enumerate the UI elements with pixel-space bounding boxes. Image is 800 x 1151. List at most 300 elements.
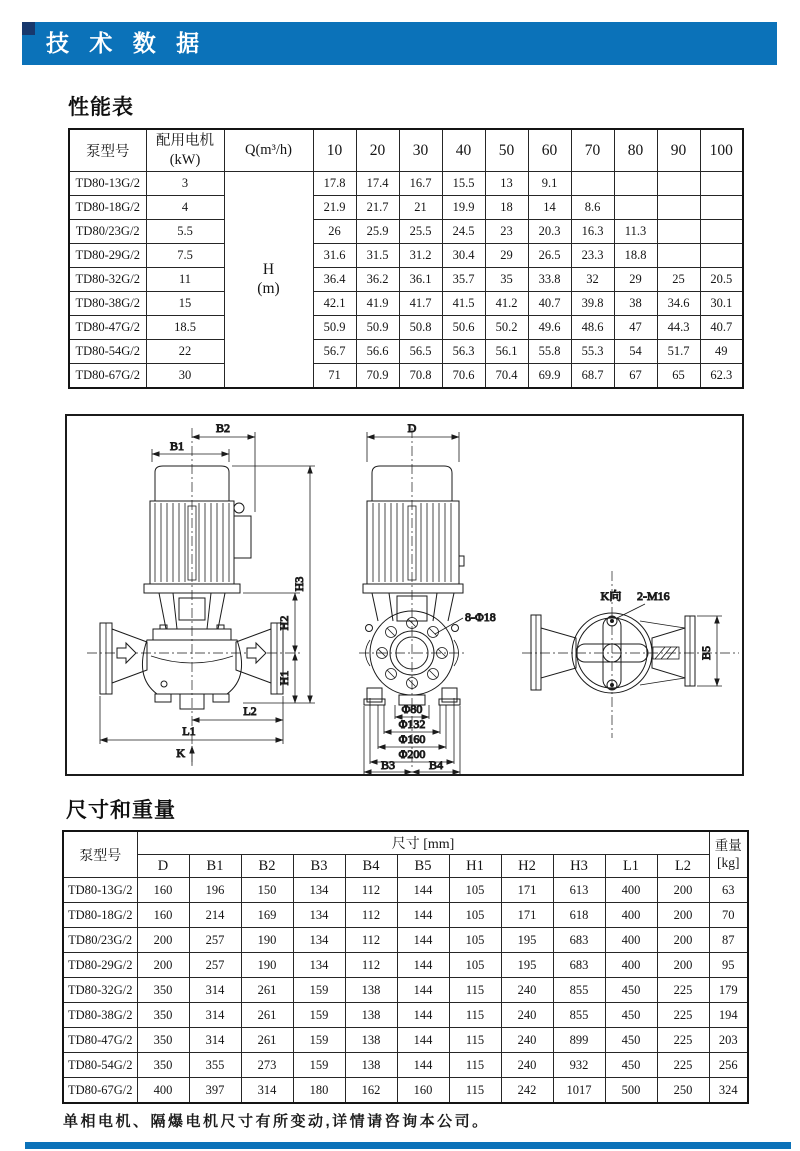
size-value-cell: 160 bbox=[137, 903, 189, 928]
size-value-cell: 355 bbox=[189, 1053, 241, 1078]
motor-power-cell: 11 bbox=[146, 268, 224, 292]
size-value-cell: 257 bbox=[189, 928, 241, 953]
size-value-cell: 112 bbox=[345, 928, 397, 953]
size-value-cell: 257 bbox=[189, 953, 241, 978]
dimensions-row bbox=[63, 953, 748, 978]
size-value-cell: 683 bbox=[553, 953, 605, 978]
size-value-cell: 144 bbox=[397, 1003, 449, 1028]
motor-power-cell: 4 bbox=[146, 196, 224, 220]
head-value-cell: 36.1 bbox=[399, 268, 442, 292]
weight-value-cell: 95 bbox=[709, 953, 748, 978]
dim-label-d200: Φ200 bbox=[398, 747, 426, 761]
size-value-cell: 240 bbox=[501, 978, 553, 1003]
head-value-cell: 23.3 bbox=[571, 244, 614, 268]
pump-model-cell: TD80-38G/2 bbox=[69, 292, 146, 316]
head-value-cell: 17.8 bbox=[313, 172, 356, 196]
size-value-cell: 112 bbox=[345, 903, 397, 928]
performance-row bbox=[69, 196, 743, 220]
size-value-cell: 144 bbox=[397, 1053, 449, 1078]
head-value-cell: 21 bbox=[399, 196, 442, 220]
size-value-cell: 400 bbox=[605, 878, 657, 903]
flow-col-header: 10 bbox=[313, 129, 356, 172]
dim-label-b2: B2 bbox=[215, 421, 231, 435]
col-header-flow: Q(m³/h) bbox=[224, 129, 313, 172]
head-value-cell: 41.5 bbox=[442, 292, 485, 316]
head-value-cell: 49.6 bbox=[528, 316, 571, 340]
pump-model-cell: TD80-47G/2 bbox=[63, 1028, 137, 1053]
flow-col-header: 90 bbox=[657, 129, 700, 172]
size-value-cell: 225 bbox=[657, 978, 709, 1003]
size-value-cell: 240 bbox=[501, 1028, 553, 1053]
dimensions-heading: 尺寸和重量 bbox=[66, 799, 176, 822]
head-value-cell: 35.7 bbox=[442, 268, 485, 292]
size-value-cell: 314 bbox=[189, 1003, 241, 1028]
pump-model-cell: TD80-13G/2 bbox=[69, 172, 146, 196]
size-value-cell: 112 bbox=[345, 878, 397, 903]
size-value-cell: 350 bbox=[137, 1028, 189, 1053]
size-value-cell: 450 bbox=[605, 1003, 657, 1028]
dim-label-h2: H2 bbox=[277, 615, 291, 631]
performance-row bbox=[69, 244, 743, 268]
head-value-cell: 41.2 bbox=[485, 292, 528, 316]
size-col-header: L2 bbox=[657, 855, 709, 878]
head-value-cell: 40.7 bbox=[528, 292, 571, 316]
size-value-cell: 314 bbox=[189, 1028, 241, 1053]
size-col-header: H2 bbox=[501, 855, 553, 878]
head-value-cell: 47 bbox=[614, 316, 657, 340]
pump-model-cell: TD80-29G/2 bbox=[69, 244, 146, 268]
head-value-cell: 42.1 bbox=[313, 292, 356, 316]
pump-model-cell: TD80-54G/2 bbox=[63, 1053, 137, 1078]
head-value-cell: 9.1 bbox=[528, 172, 571, 196]
head-value-cell: 50.6 bbox=[442, 316, 485, 340]
size-value-cell: 242 bbox=[501, 1078, 553, 1104]
pump-model-cell: TD80-54G/2 bbox=[69, 340, 146, 364]
head-value-cell: 65 bbox=[657, 364, 700, 389]
size-value-cell: 112 bbox=[345, 953, 397, 978]
head-value-cell: 21.7 bbox=[356, 196, 399, 220]
pump-drawing-svg bbox=[67, 416, 742, 774]
flow-col-header: 70 bbox=[571, 129, 614, 172]
size-value-cell: 105 bbox=[449, 903, 501, 928]
pump-dimension-drawing bbox=[65, 414, 744, 776]
size-value-cell: 180 bbox=[293, 1078, 345, 1104]
head-value-cell: 8.6 bbox=[571, 196, 614, 220]
weight-value-cell: 179 bbox=[709, 978, 748, 1003]
performance-row bbox=[69, 268, 743, 292]
head-value-cell: 70.8 bbox=[399, 364, 442, 389]
head-value-cell: 41.9 bbox=[356, 292, 399, 316]
size-value-cell: 400 bbox=[137, 1078, 189, 1104]
head-value-cell: 70.6 bbox=[442, 364, 485, 389]
head-value-cell: 20.3 bbox=[528, 220, 571, 244]
size-value-cell: 200 bbox=[657, 953, 709, 978]
head-value-cell: 69.9 bbox=[528, 364, 571, 389]
size-value-cell: 134 bbox=[293, 953, 345, 978]
size-value-cell: 400 bbox=[605, 953, 657, 978]
flow-col-header: 40 bbox=[442, 129, 485, 172]
head-value-cell: 56.3 bbox=[442, 340, 485, 364]
head-value-cell: 70.4 bbox=[485, 364, 528, 389]
size-value-cell: 144 bbox=[397, 978, 449, 1003]
size-value-cell: 350 bbox=[137, 978, 189, 1003]
size-value-cell: 261 bbox=[241, 978, 293, 1003]
size-value-cell: 171 bbox=[501, 878, 553, 903]
size-value-cell: 134 bbox=[293, 928, 345, 953]
dimensions-row bbox=[63, 1003, 748, 1028]
col-header-pump-model: 泵型号 bbox=[69, 129, 146, 172]
dimensions-table bbox=[62, 830, 749, 1104]
head-value-cell: 13 bbox=[485, 172, 528, 196]
size-value-cell: 159 bbox=[293, 1053, 345, 1078]
size-value-cell: 169 bbox=[241, 903, 293, 928]
dim-label-b1: B1 bbox=[169, 439, 185, 453]
head-value-cell: 19.9 bbox=[442, 196, 485, 220]
flow-col-header: 100 bbox=[700, 129, 743, 172]
head-value-cell: 15.5 bbox=[442, 172, 485, 196]
dim-label-l1: L1 bbox=[182, 724, 196, 738]
head-unit-cell bbox=[224, 172, 313, 389]
size-value-cell: 159 bbox=[293, 1028, 345, 1053]
bolt-note-8-d18: 8-Φ18 bbox=[465, 610, 496, 624]
motor-power-label-line2: (kW) bbox=[169, 151, 201, 168]
head-value-cell: 55.3 bbox=[571, 340, 614, 364]
size-value-cell: 214 bbox=[189, 903, 241, 928]
head-value-cell: 35 bbox=[485, 268, 528, 292]
size-value-cell: 225 bbox=[657, 1003, 709, 1028]
performance-row bbox=[69, 364, 743, 389]
size-col-header: B1 bbox=[189, 855, 241, 878]
size-value-cell: 855 bbox=[553, 1003, 605, 1028]
size-value-cell: 261 bbox=[241, 1003, 293, 1028]
size-value-cell: 144 bbox=[397, 953, 449, 978]
head-value-cell: 16.3 bbox=[571, 220, 614, 244]
head-value-cell bbox=[700, 244, 743, 268]
size-value-cell: 314 bbox=[241, 1078, 293, 1104]
head-value-cell: 32 bbox=[571, 268, 614, 292]
flow-col-header: 80 bbox=[614, 129, 657, 172]
size-col-header: H1 bbox=[449, 855, 501, 878]
dims-size-header-row bbox=[63, 855, 748, 878]
size-value-cell: 115 bbox=[449, 978, 501, 1003]
head-value-cell: 25.9 bbox=[356, 220, 399, 244]
head-value-cell bbox=[571, 172, 614, 196]
head-value-cell bbox=[700, 220, 743, 244]
section-banner bbox=[22, 22, 777, 65]
size-value-cell: 314 bbox=[189, 978, 241, 1003]
size-value-cell: 160 bbox=[397, 1078, 449, 1104]
size-value-cell: 190 bbox=[241, 928, 293, 953]
head-value-cell: 18 bbox=[485, 196, 528, 220]
head-value-cell bbox=[657, 172, 700, 196]
size-value-cell: 450 bbox=[605, 1053, 657, 1078]
size-value-cell: 144 bbox=[397, 878, 449, 903]
performance-row bbox=[69, 340, 743, 364]
pump-model-cell: TD80-32G/2 bbox=[69, 268, 146, 292]
size-value-cell: 450 bbox=[605, 1028, 657, 1053]
weight-value-cell: 194 bbox=[709, 1003, 748, 1028]
performance-row bbox=[69, 292, 743, 316]
size-value-cell: 159 bbox=[293, 1003, 345, 1028]
head-value-cell: 17.4 bbox=[356, 172, 399, 196]
size-col-header: B2 bbox=[241, 855, 293, 878]
head-value-cell bbox=[700, 172, 743, 196]
head-value-cell: 31.6 bbox=[313, 244, 356, 268]
dimensions-row bbox=[63, 1053, 748, 1078]
head-value-cell: 50.2 bbox=[485, 316, 528, 340]
dim-label-d160: Φ160 bbox=[398, 732, 426, 746]
head-value-cell: 16.7 bbox=[399, 172, 442, 196]
head-value-cell: 24.5 bbox=[442, 220, 485, 244]
size-value-cell: 200 bbox=[137, 953, 189, 978]
head-value-cell: 18.8 bbox=[614, 244, 657, 268]
size-value-cell: 138 bbox=[345, 1028, 397, 1053]
head-value-cell: 36.4 bbox=[313, 268, 356, 292]
size-value-cell: 138 bbox=[345, 1053, 397, 1078]
dimensions-table-body bbox=[63, 878, 748, 1104]
head-value-cell: 50.9 bbox=[313, 316, 356, 340]
bottom-accent-bar bbox=[25, 1142, 791, 1149]
head-value-cell: 70.9 bbox=[356, 364, 399, 389]
head-value-cell: 41.7 bbox=[399, 292, 442, 316]
dim-label-b4: B4 bbox=[428, 758, 444, 772]
size-value-cell: 350 bbox=[137, 1053, 189, 1078]
size-value-cell: 196 bbox=[189, 878, 241, 903]
head-value-cell: 56.5 bbox=[399, 340, 442, 364]
performance-table-body bbox=[69, 172, 743, 389]
pump-model-cell: TD80-67G/2 bbox=[69, 364, 146, 389]
performance-table bbox=[68, 128, 744, 389]
head-value-cell: 51.7 bbox=[657, 340, 700, 364]
head-value-cell bbox=[614, 172, 657, 196]
k-view-label: K向 bbox=[600, 589, 622, 603]
head-value-cell: 49 bbox=[700, 340, 743, 364]
dimensions-row bbox=[63, 928, 748, 953]
head-value-cell: 25.5 bbox=[399, 220, 442, 244]
dim-label-k: K bbox=[176, 746, 185, 760]
pump-model-cell: TD80-18G/2 bbox=[69, 196, 146, 220]
pump-model-cell: TD80-18G/2 bbox=[63, 903, 137, 928]
size-value-cell: 500 bbox=[605, 1078, 657, 1104]
pump-model-cell: TD80-32G/2 bbox=[63, 978, 137, 1003]
size-value-cell: 115 bbox=[449, 1003, 501, 1028]
motor-power-cell: 15 bbox=[146, 292, 224, 316]
dim-label-b3: B3 bbox=[380, 758, 396, 772]
head-value-cell: 38 bbox=[614, 292, 657, 316]
size-value-cell: 200 bbox=[137, 928, 189, 953]
pump-model-cell: TD80-13G/2 bbox=[63, 878, 137, 903]
head-value-cell: 68.7 bbox=[571, 364, 614, 389]
dims-col-header-weight bbox=[709, 831, 748, 878]
size-value-cell: 397 bbox=[189, 1078, 241, 1104]
dim-label-h3: H3 bbox=[292, 576, 306, 592]
motor-power-cell: 30 bbox=[146, 364, 224, 389]
size-value-cell: 613 bbox=[553, 878, 605, 903]
pump-top-view bbox=[522, 571, 739, 738]
pump-model-cell: TD80-67G/2 bbox=[63, 1078, 137, 1104]
weight-value-cell: 324 bbox=[709, 1078, 748, 1104]
col-header-motor-power bbox=[146, 129, 224, 172]
size-value-cell: 618 bbox=[553, 903, 605, 928]
performance-row bbox=[69, 316, 743, 340]
dim-label-h1: H1 bbox=[277, 670, 291, 686]
flow-col-header: 60 bbox=[528, 129, 571, 172]
head-value-cell: 39.8 bbox=[571, 292, 614, 316]
head-value-cell: 29 bbox=[614, 268, 657, 292]
motor-power-cell: 5.5 bbox=[146, 220, 224, 244]
performance-row bbox=[69, 220, 743, 244]
head-value-cell: 26 bbox=[313, 220, 356, 244]
head-value-cell: 23 bbox=[485, 220, 528, 244]
dim-label-l2: L2 bbox=[243, 704, 257, 718]
head-value-cell: 44.3 bbox=[657, 316, 700, 340]
head-value-cell: 14 bbox=[528, 196, 571, 220]
dimensions-row bbox=[63, 978, 748, 1003]
size-value-cell: 134 bbox=[293, 878, 345, 903]
head-value-cell bbox=[700, 196, 743, 220]
motor-power-cell: 7.5 bbox=[146, 244, 224, 268]
dimensions-row bbox=[63, 903, 748, 928]
size-value-cell: 225 bbox=[657, 1053, 709, 1078]
head-unit-line2: (m) bbox=[257, 279, 280, 297]
dims-header-row-1 bbox=[63, 831, 748, 855]
pump-model-cell: TD80/23G/2 bbox=[63, 928, 137, 953]
size-value-cell: 144 bbox=[397, 928, 449, 953]
dim-label-d132: Φ132 bbox=[398, 717, 426, 731]
size-value-cell: 144 bbox=[397, 903, 449, 928]
footer-note: 单相电机、隔爆电机尺寸有所变动,详情请咨询本公司。 bbox=[63, 1113, 490, 1130]
head-value-cell: 30.4 bbox=[442, 244, 485, 268]
size-value-cell: 171 bbox=[501, 903, 553, 928]
motor-power-cell: 22 bbox=[146, 340, 224, 364]
head-value-cell: 40.7 bbox=[700, 316, 743, 340]
head-value-cell: 55.8 bbox=[528, 340, 571, 364]
dims-col-header-pump-model: 泵型号 bbox=[63, 831, 137, 878]
size-col-header: D bbox=[137, 855, 189, 878]
head-value-cell: 21.9 bbox=[313, 196, 356, 220]
pump-model-cell: TD80-29G/2 bbox=[63, 953, 137, 978]
head-value-cell: 29 bbox=[485, 244, 528, 268]
motor-power-cell: 3 bbox=[146, 172, 224, 196]
size-value-cell: 115 bbox=[449, 1053, 501, 1078]
head-value-cell: 56.6 bbox=[356, 340, 399, 364]
size-col-header: B5 bbox=[397, 855, 449, 878]
weight-value-cell: 70 bbox=[709, 903, 748, 928]
head-value-cell: 31.5 bbox=[356, 244, 399, 268]
weight-value-cell: 63 bbox=[709, 878, 748, 903]
size-value-cell: 400 bbox=[605, 928, 657, 953]
head-value-cell bbox=[657, 196, 700, 220]
weight-value-cell: 203 bbox=[709, 1028, 748, 1053]
head-value-cell: 62.3 bbox=[700, 364, 743, 389]
size-value-cell: 160 bbox=[137, 878, 189, 903]
head-value-cell: 67 bbox=[614, 364, 657, 389]
head-value-cell: 34.6 bbox=[657, 292, 700, 316]
size-value-cell: 195 bbox=[501, 928, 553, 953]
head-value-cell: 56.7 bbox=[313, 340, 356, 364]
size-value-cell: 200 bbox=[657, 903, 709, 928]
size-value-cell: 138 bbox=[345, 978, 397, 1003]
size-value-cell: 138 bbox=[345, 1003, 397, 1028]
head-value-cell: 56.1 bbox=[485, 340, 528, 364]
size-value-cell: 250 bbox=[657, 1078, 709, 1104]
head-value-cell: 50.9 bbox=[356, 316, 399, 340]
size-value-cell: 144 bbox=[397, 1028, 449, 1053]
head-value-cell: 30.1 bbox=[700, 292, 743, 316]
dims-col-header-size-group: 尺寸 [mm] bbox=[137, 831, 709, 855]
dim-label-d80: Φ80 bbox=[401, 702, 423, 716]
performance-row bbox=[69, 172, 743, 196]
bolt-note-2-m16: 2-M16 bbox=[637, 589, 670, 603]
size-value-cell: 134 bbox=[293, 903, 345, 928]
size-value-cell: 400 bbox=[605, 903, 657, 928]
size-value-cell: 855 bbox=[553, 978, 605, 1003]
size-value-cell: 105 bbox=[449, 878, 501, 903]
size-value-cell: 159 bbox=[293, 978, 345, 1003]
banner-corner-square bbox=[22, 22, 35, 35]
head-value-cell: 31.2 bbox=[399, 244, 442, 268]
head-value-cell: 36.2 bbox=[356, 268, 399, 292]
size-value-cell: 450 bbox=[605, 978, 657, 1003]
size-value-cell: 273 bbox=[241, 1053, 293, 1078]
performance-heading: 性能表 bbox=[68, 96, 134, 119]
size-value-cell: 200 bbox=[657, 928, 709, 953]
head-unit-line1: H bbox=[262, 260, 275, 278]
size-value-cell: 200 bbox=[657, 878, 709, 903]
pump-model-cell: TD80-38G/2 bbox=[63, 1003, 137, 1028]
size-value-cell: 899 bbox=[553, 1028, 605, 1053]
flow-col-header: 30 bbox=[399, 129, 442, 172]
weight-label-line1: 重量 bbox=[714, 838, 742, 854]
size-value-cell: 105 bbox=[449, 928, 501, 953]
weight-label-line2: [kg] bbox=[717, 854, 740, 870]
dim-label-d: D bbox=[407, 421, 417, 435]
size-value-cell: 105 bbox=[449, 953, 501, 978]
head-value-cell: 71 bbox=[313, 364, 356, 389]
flow-col-header: 50 bbox=[485, 129, 528, 172]
size-value-cell: 195 bbox=[501, 953, 553, 978]
size-col-header: H3 bbox=[553, 855, 605, 878]
size-value-cell: 350 bbox=[137, 1003, 189, 1028]
pump-model-cell: TD80/23G/2 bbox=[69, 220, 146, 244]
motor-power-label-line1: 配用电机 bbox=[156, 133, 214, 150]
size-value-cell: 240 bbox=[501, 1003, 553, 1028]
size-value-cell: 225 bbox=[657, 1028, 709, 1053]
dimensions-row bbox=[63, 1078, 748, 1104]
size-value-cell: 162 bbox=[345, 1078, 397, 1104]
dimensions-row bbox=[63, 1028, 748, 1053]
weight-value-cell: 256 bbox=[709, 1053, 748, 1078]
flow-col-header: 20 bbox=[356, 129, 399, 172]
pump-side-view bbox=[359, 421, 496, 774]
size-value-cell: 261 bbox=[241, 1028, 293, 1053]
head-value-cell: 54 bbox=[614, 340, 657, 364]
dim-label-b5: B5 bbox=[699, 645, 713, 661]
weight-value-cell: 87 bbox=[709, 928, 748, 953]
head-value-cell: 33.8 bbox=[528, 268, 571, 292]
size-col-header: B3 bbox=[293, 855, 345, 878]
head-value-cell: 26.5 bbox=[528, 244, 571, 268]
motor-power-cell: 18.5 bbox=[146, 316, 224, 340]
size-col-header: B4 bbox=[345, 855, 397, 878]
pump-model-cell: TD80-47G/2 bbox=[69, 316, 146, 340]
head-value-cell bbox=[657, 244, 700, 268]
head-value-cell: 50.8 bbox=[399, 316, 442, 340]
size-value-cell: 115 bbox=[449, 1078, 501, 1104]
head-value-cell: 48.6 bbox=[571, 316, 614, 340]
size-col-header: L1 bbox=[605, 855, 657, 878]
performance-header-row bbox=[69, 129, 743, 172]
